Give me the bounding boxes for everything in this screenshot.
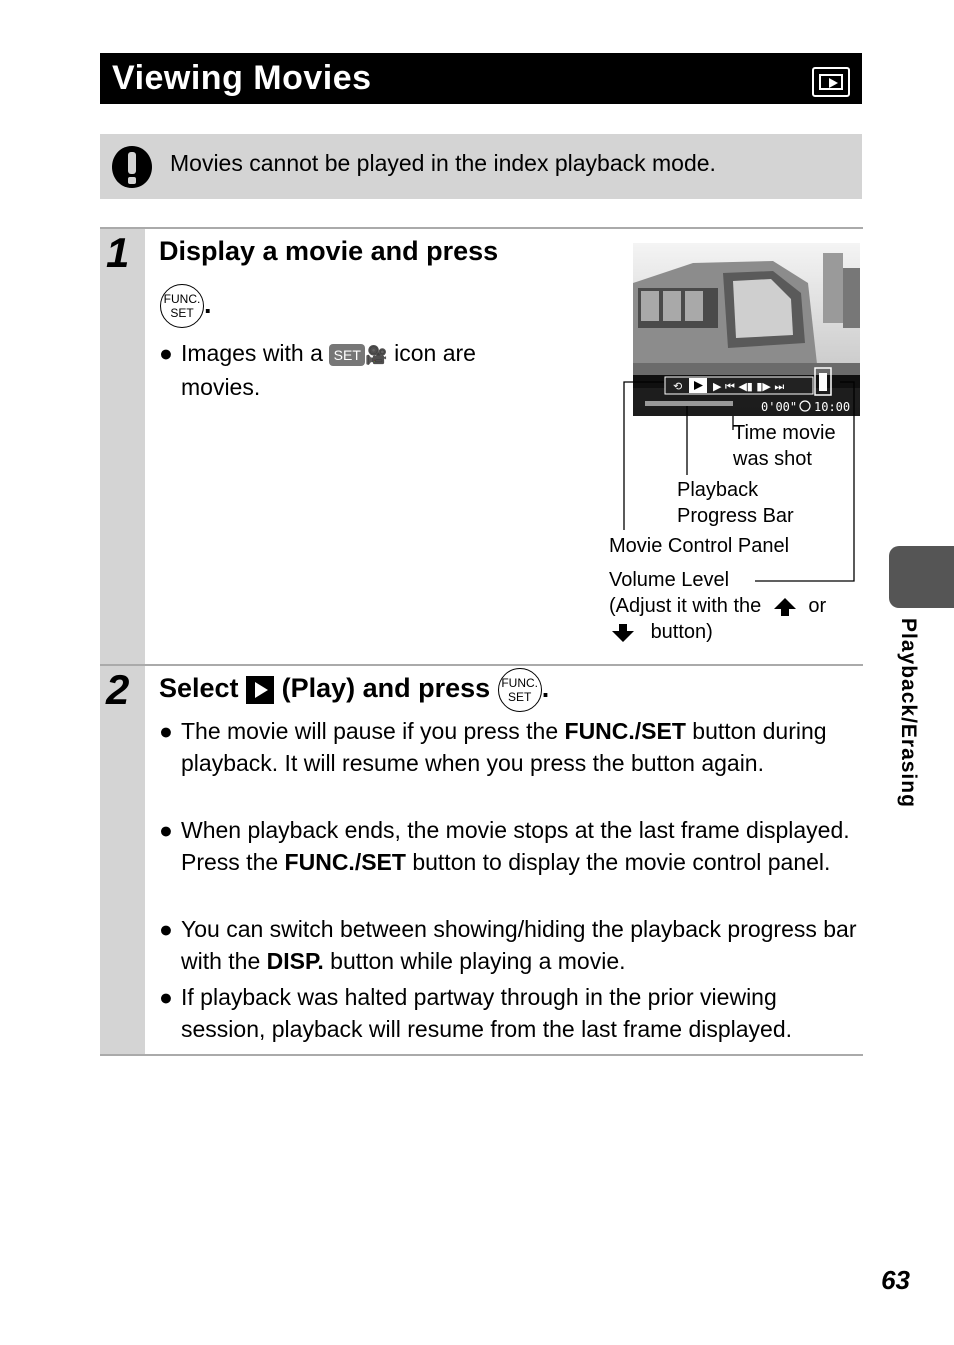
list-item: ● You can switch between showing/hiding the playback progress bar with the DISP. button while playing a movie. [159, 916, 857, 974]
list-item: ● The movie will pause if you press the FUNC./SET button during playback. It will resume when you press the button again. [159, 718, 827, 776]
volume-label: Volume Level (Adjust it with the or button) [609, 569, 827, 643]
func-set-icon: FUNC. SET [160, 284, 204, 328]
list-item: ● When playback ends, the movie stops at the last frame displayed. Press the FUNC./SET button to display the movie control panel. [159, 817, 850, 875]
page-number: 63 [881, 1265, 910, 1295]
caution-box [100, 134, 862, 199]
clock-time: 10:00 [814, 400, 851, 414]
list-item: ● Images with a SET 🎥 icon are movies. [159, 340, 476, 400]
set-badge: SET [329, 344, 365, 366]
caution-icon [110, 144, 154, 190]
svg-text:▶ ⏮ ◀▮ ▮▶ ⏭: ▶ ⏮ ◀▮ ▮▶ ⏭ [713, 380, 785, 393]
list-item: ● If playback was halted partway through in the prior viewing session, playback will resume from the last frame displayed. [159, 984, 793, 1042]
playback-mode-icon [812, 67, 850, 97]
movie-icon: 🎥 [365, 345, 388, 365]
step-2-heading: Select (Play) and press FUNC. SET . [159, 668, 549, 712]
down-arrow-icon [609, 622, 637, 644]
title-bar [100, 53, 862, 104]
time-shot-label: Time movie was shot [733, 422, 836, 470]
step-number: 2 [106, 666, 130, 713]
svg-text:⟲: ⟲ [673, 380, 683, 393]
func-set-icon: FUNC. SET [498, 668, 542, 712]
control-panel-label: Movie Control Panel [609, 535, 790, 557]
step-number: 1 [106, 229, 130, 276]
page-title: Viewing Movies [112, 59, 372, 97]
play-icon [246, 676, 274, 704]
progress-bar-label: Playback Progress Bar [677, 479, 794, 527]
section-label: Playback/Erasing [897, 618, 920, 808]
up-arrow-icon [771, 596, 799, 618]
caution-text: Movies cannot be played in the index playback mode. [170, 150, 716, 176]
section-tab [889, 546, 954, 608]
step-1-heading: Display a movie and press [159, 236, 499, 266]
elapsed-time: 0'00" [761, 400, 798, 414]
